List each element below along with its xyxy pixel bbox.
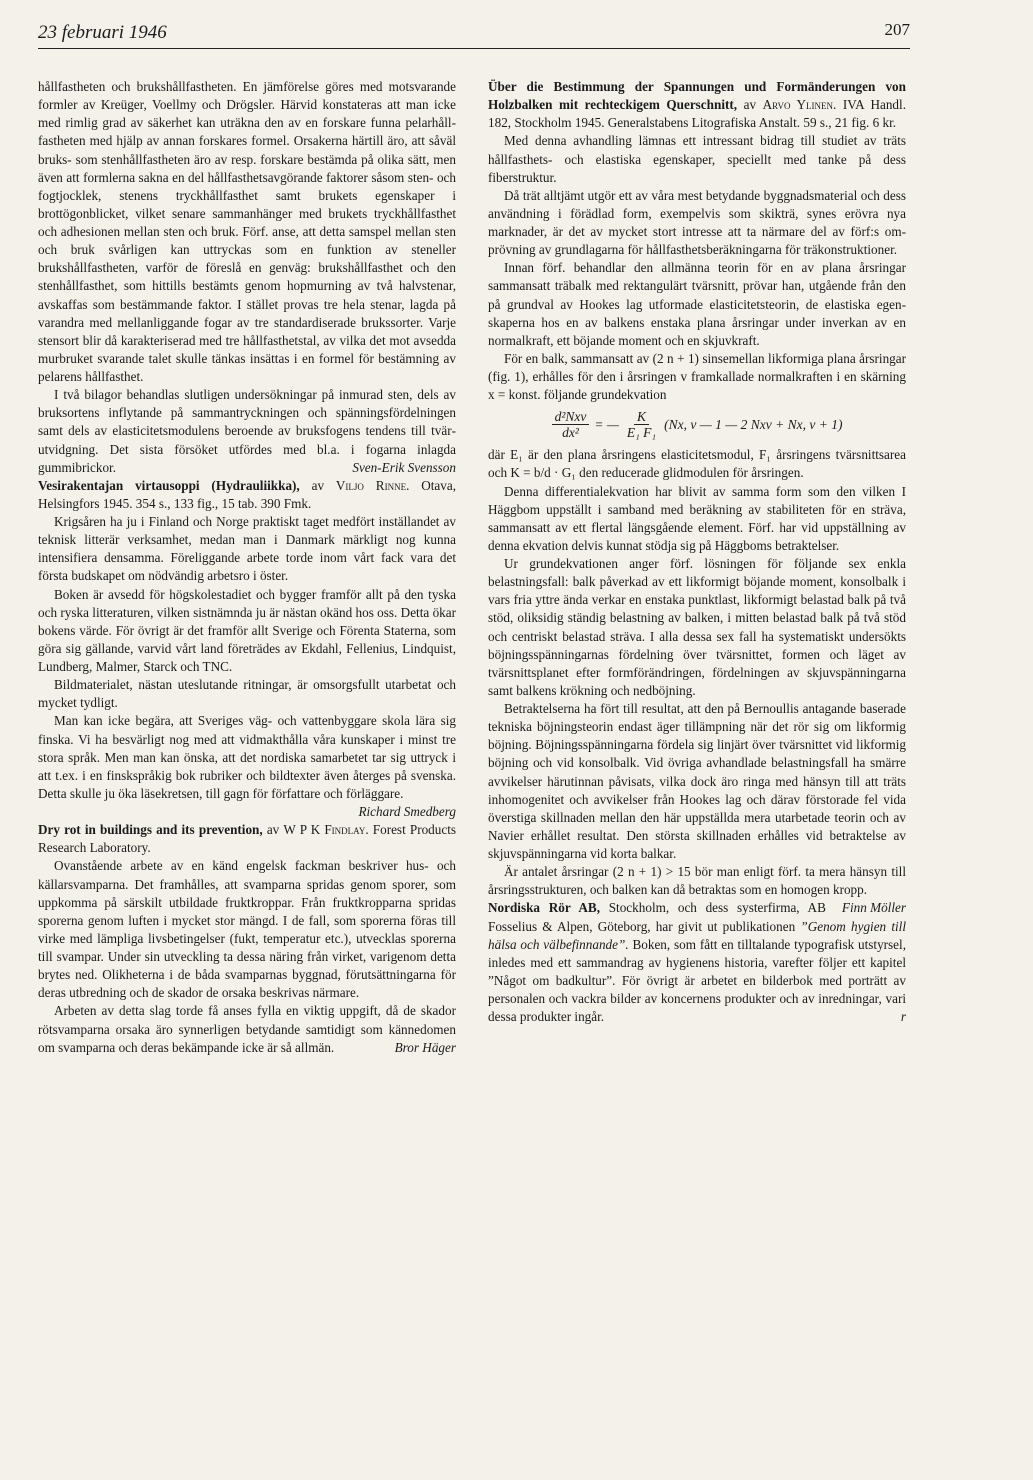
book-author: Viljo Rinne: [335, 477, 407, 493]
review-vesirakentajan: [38, 477, 456, 821]
paragraph: Betraktelserna ha fört till resultat, att den på Bernoullis antagande baserade tekniska böjningsteorin endast äger tillämpning när det rör sig om likformig böjning. Böjningsspänningarna fördela sig linjärt över tvärsnittet vid likformig böjning och vid konsolbalk. Vid övriga avhandlade belastningsfall ha smärre avvikelser härutinnan påvisats, vilka dock äro ringa med hänsyn till att träts inhomogenitet och avvikelser från Hookes lag och därav förstorade fel vida överstiga skillnaden mellan den här uppställda mera utarbetade teorin och av Navier erhållet resultat. Den största skillnaden erhålles vid betraktelse av skjuvspänningarna vid korta balkar.: [488, 701, 906, 861]
formula-rhs: $\frac{K}{\text{E₁ F₁}}$: [626, 409, 657, 441]
paragraph: I två bilagor behandlas slutligen undersökningar på inmurad sten, dels av bruksortens inflytande på sammantryckningen och spänningsfördelningen samt dels av elasticitetsmodulens beroende av bruksfogens tendens till tvärutvidgning. Det sista försöket utfördes med bl.a. i fogarna inlagda gummibrickor. Sven-Erik Svensson: [38, 386, 456, 477]
signature: Bror Häger: [394, 1039, 456, 1055]
paragraph: där E₁ är den plana årsringens elasticitetsmodul, F₁ årsringens tvärsnittsarea och K = b/d · G₁ den reducerade glidmodulen för årsringen.: [488, 447, 906, 481]
review-nordiska-ror: [488, 899, 906, 1026]
company-name: Nordiska Rör AB,: [488, 900, 601, 916]
paragraph: Med denna avhandling lämnas ett intressant bidrag till studiet av träts hållfasthets- och elastiska egenskaper, speciellt med tanke på dess fiberstruktur.: [488, 133, 906, 185]
publication-title: ”Genom hygien till hälsa och välbefinnande”.: [488, 918, 906, 952]
book-title: Über die Bestimmung der Spannungen und Formänderungen von Holzbalken mit rechteckigem Querschnitt,: [488, 79, 906, 113]
signature: Sven-Erik Svensson: [352, 459, 456, 475]
signature: Finn Möller: [841, 900, 906, 916]
paragraph: Denna differentialekvation har blivit av samma form som den vilken I Häggbom uppställt i samband med beräkning av stabiliteten för en sträva, sammansatt av ett flertal längsgående element. Förf. har vid uppställning av denna ekvation delvis kunnat stödja sig på Häggboms betraktelser.: [488, 483, 906, 553]
paragraph: Ovanstående arbete av en känd engelsk fackman beskriver hus- och källarsvamparna. Det framhålles, att svamparna spridas genom sporer, som uppkomma på särskilt utbildade fruktkroppar. Från fruktkropparna spridas sporerna genom luften i mycket stor mängd. I de fall, som sporerna föras till virke med lämpliga livsbetingelser (fukt, temperatur etc.), utvecklas sporerna till svampar. Under sin utveckling ta dessa näring från virket, varigenom detta brytes ned. Olikheterna i de båda svamparnas byggnad, förutsättningarna för deras utbredning och de skador de orsaka beskrivas närmare.: [38, 858, 456, 1001]
book-author: Arvo Ylinen: [762, 97, 834, 113]
signature: r: [900, 1009, 906, 1025]
paragraph: Då trät alltjämt utgör ett av våra mest betydande byggnadsmaterial och dess användning i förädlad form, exempelvis som skikträ, synes erövra nya marknader, är det av mycket stort intresse att ta närmare del av förf:s omprövning av grundlagarna för hållfasthetsberäkningarna för träkonstruktioner.: [488, 187, 906, 258]
paragraph: Boken är avsedd för högskolestadiet och bygger framför allt på den tyska och ryska litteraturen, vilken sistnämnda ju är nästan okänd hos oss. Detta ökar bokens värde. För övrigt är det framför allt Sverige och Förenta Staterna, som göra sig gällande, varvid vårt land företrädes av Ekdahl, Fellenius, Lindquist, Lundberg, Malmer, Starck och TNC.: [38, 586, 456, 674]
paragraph: Arbeten av detta slag torde få anses fylla en viktig uppgift, då de skador rötsvamparna orsaka äro synnerligen betydande samtidigt som kännedomen om svamparna och deras bekämpande icke är så allmän. Bror Häger: [38, 1002, 456, 1056]
paragraph: Ur grundekvationen anger förf. lösningen för följande sex enkla belastningsfall: balk påverkad av ett likformigt böjande moment, konsolbalk i vars fria yttre ända verkar en enstaka punktlast, likformigt belastad balk på två stöd, oliksidig ständig belastning av balken, i mitten belastad balk på två stöd och centriskt belastad sträva. I alla dessa sex fall ha systematiskt undersökts böjningsspänningarnas fördelning över tvärsnittet, formen och läget av tvärsnittsplanet efter formförändringen, fördelningen av skjuvspänningarna samt balkens krökning och nedböjning.: [488, 556, 906, 698]
paragraph: Bildmaterialet, nästan uteslutande ritningar, är omsorgsfullt utarbetat och mycket tydligt.: [38, 677, 456, 711]
review-svensson: [38, 78, 456, 477]
book-title: Vesirakentajan virtausoppi (Hydrauliikka),: [38, 477, 300, 493]
book-author: W P K Findlay: [283, 822, 366, 838]
paragraph: hållfastheten och brukshållfastheten. En jämförelse göres med motsvarande formler av Kreüger, Voellmy och Drögsler. Härvid konstateras att man icke med rimlig grad av säkerhet kan uträkna den av en forskare funna pelarhållfastheten med hjälp av annan forskares formel. Orsakerna härtill äro, att såväl bruks- som stenhållfastheten äro av resp. forskare bestämda på olika sätt, men även att formlerna sakna en del hållfasthetsavgörande faktorer såsom sten- och fogtjocklek, stenens tryckhållfasthet samt brukets egenskaper i brottögonblicket, vilket senare sammanhänger med brukets tryckhållfasthet och adhesionen mellan sten och bruk. Förf. anse, att detta samspel mellan sten och bruk svårligen kan uttryckas som en funktion av steneller brukshållfastheten, varför de föreslå en genväg: brukshållfasthet och den stenhållfasthet, som hittills bestämts genom hopmurning av två halvstenar, avskaffas som bestämmande faktor. I stället provas tre hela stenar, lagda på varandra med mellanliggande fogar av tre standardiserade brukssorter. Varje stensort blir då karakteriserad med tre hållfasthetstal, av vilka det mot avsedda murbruket svarande talet skulle tänkas insättas i en formel för bestämning av pelarens hållfasthet.: [38, 79, 456, 384]
review-dry-rot: [38, 821, 456, 1057]
paragraph: Krigsåren ha ju i Finland och Norge praktiskt taget medfört inställandet av teknisk litterär verksamhet, medan man i Danmark märkligt nog kunna intensifiera densamma. Föreliggande arbete torde inom vårt fack vara det första budskapet om nödvändig arbetsro i öster.: [38, 514, 456, 584]
paragraph: Man kan icke begära, att Sveriges väg- och vattenbyggare skola lära sig finska. Vi ha besvärligt nog med att vidmakthålla våra kunskaper i minst tre stora språk. Men man kan önska, att det nordiska samarbetet tar sig uttryck i att t.ex. i en finskspråkig bok rubriker och bildtexter även återges på svenska. Detta skulle ju öka läsekretsen, till gagn för författare och förläggare.: [38, 713, 456, 801]
running-head: [38, 20, 910, 49]
formula-lhs: $\frac{\text{d²Nxv}}{\text{dx²}}$: [552, 409, 590, 440]
issue-date: 23 februari 1946: [38, 22, 167, 43]
paragraph: För en balk, sammansatt av (2 n + 1) sinsemellan likformiga plana årsringar (fig. 1), erhålles för den i årsringen v framkallade normalkraften i en skärning x = konst. följande grundekvation: [488, 350, 906, 403]
right-column: [488, 78, 906, 1026]
signature: Richard Smedberg: [358, 804, 456, 819]
review-heading: Dry rot in buildings and its prevention, av W P K Findlay. Forest Products Research Laboratory.: [38, 822, 457, 856]
page-number: 207: [884, 20, 910, 39]
differential-equation: $\frac{\text{d²Nxv}}{\text{dx²}}$ = — $\frac{K}{\text{E₁ F₁}}$ (Nx, v — 1 — 2 Nxv + Nx, v + 1): [488, 409, 906, 440]
review-heading: Über die Bestimmung der Spannungen und Formänderungen von Holzbalken mit rechteckigem Querschnitt, av Arvo Ylinen. IVA Handl. 182, Stockholm 1945. Generalstabens Litografiska Anstalt. 59 s., 21 fig. 6 kr.: [488, 79, 906, 131]
book-title: Dry rot in buildings and its prevention,: [38, 822, 263, 838]
paragraph: Innan förf. behandlar den allmänna teorin för en av plana årsringar sammansatt träbalk med rektangulärt tvärsnitt, prövar han, utgående från den på grundval av Hookes lag utformade elasticitetsteorin, de elastiska egenskaperna hos en av balkens enstaka plana årsringar under inverkan av en normalkraft, ett böjande moment och en skjuvkraft.: [488, 260, 906, 348]
left-column: [38, 78, 456, 1057]
paragraph: Är antalet årsringar (2 n + 1) > 15 bör man enligt förf. ta mera hänsyn till årsringsstrukturen, och balken kan då betraktas som en homogen kropp. Finn Möller: [488, 863, 906, 899]
review-heading: Vesirakentajan virtausoppi (Hydrauliikka), av Viljo Rinne. Otava, Helsingfors 1945. 354 s., 133 fig., 15 tab. 390 Fmk.: [38, 477, 457, 511]
paragraph: Nordiska Rör AB, Stockholm, och dess systerfirma, AB Fosselius & Alpen, Göteborg, har givit ut publikationen ”Genom hygien till hälsa och välbefinnande”. Boken, som fått en tilltalande typografisk utstyrsel, inledes med ett sammandrag av hygienens historia, varefter följer ett kapitel ”Något om badkultur”. För övrigt är arbetet en bilderbok med porträtt av personalen och vackra bilder av koncernens produkter och av inredningar, vari dessa produkter ingår. r: [488, 899, 906, 1026]
